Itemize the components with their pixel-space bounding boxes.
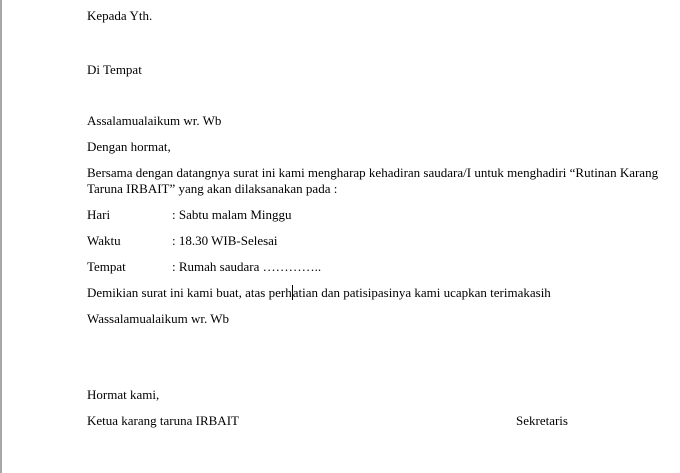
closing-sentence xyxy=(87,285,551,301)
regards-line: Hormat kami, xyxy=(87,387,160,402)
recipient-line: Kepada Yth. xyxy=(87,8,153,23)
detail-label: Tempat xyxy=(87,259,126,274)
detail-label: Hari xyxy=(87,207,111,222)
place-line: Di Tempat xyxy=(87,62,142,77)
greeting-line: Dengan hormat, xyxy=(87,139,171,154)
closing-sentence-part: atian dan patisipasinya kami ucapkan terimakasih xyxy=(292,285,551,300)
detail-value: : 18.30 WIB-Selesai xyxy=(172,233,278,248)
secretary-signature-title: Sekretaris xyxy=(516,413,568,428)
detail-row-day xyxy=(87,207,292,223)
closing-salutation: Wassalamualaikum wr. Wb xyxy=(87,311,230,326)
detail-row-time xyxy=(87,233,278,249)
detail-value: : Sabtu malam Minggu xyxy=(172,207,292,222)
chairman-signature-title: Ketua karang taruna IRBAIT xyxy=(87,413,239,428)
opening-salutation: Assalamualaikum wr. Wb xyxy=(87,113,222,128)
detail-value: : Rumah saudara ………….. xyxy=(172,259,322,274)
detail-label: Waktu xyxy=(87,233,121,248)
closing-sentence-part: Demikian surat ini kami buat, atas perh xyxy=(87,285,292,300)
intro-paragraph: Bersama dengan datangnya surat ini kami mengharap kehadiran saudara/I untuk menghadiri “Rutinan Karang Taruna IRBAIT” yang akan dilaksanakan pada : xyxy=(87,165,659,196)
detail-row-place xyxy=(87,259,321,275)
